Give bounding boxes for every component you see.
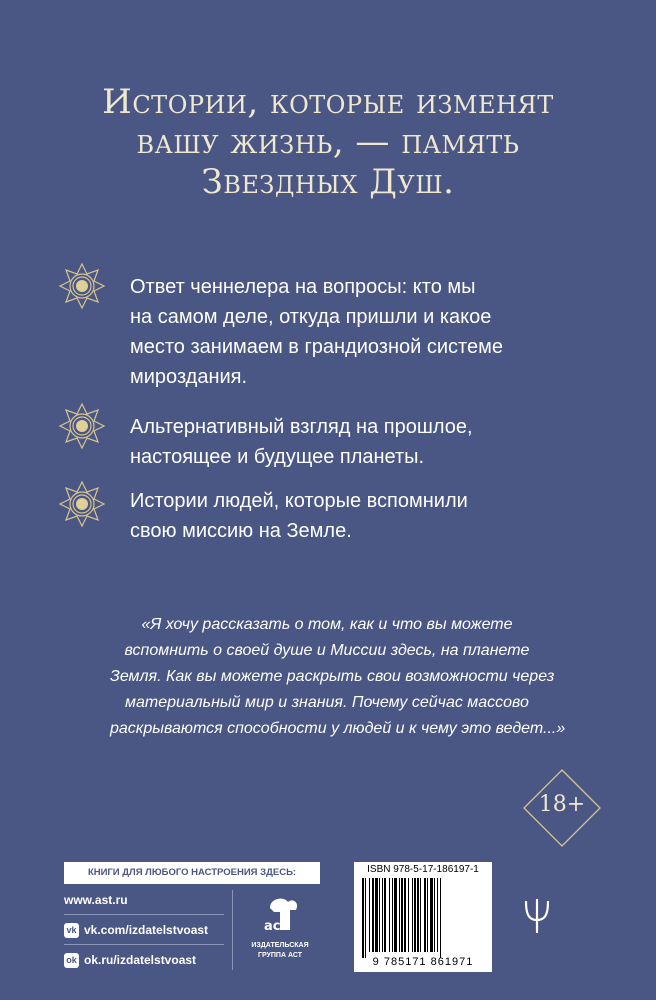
cover-title (60, 82, 596, 202)
barcode-bar (389, 878, 390, 952)
bullet-line: Истории людей, которые вспомнили (130, 490, 468, 512)
barcode-bar (404, 878, 406, 952)
logo-caption: ИЗДАТЕЛЬСКАЯ (251, 942, 309, 949)
barcode-bar (372, 878, 374, 952)
title-line: вашу жизнь, — память (136, 122, 520, 162)
bullet-line: мироздания. (130, 366, 248, 388)
barcode-digits: 9 785171 861971 (372, 956, 474, 968)
barcode-bar (424, 878, 426, 952)
barcode-bar (382, 878, 383, 952)
quote-line: раскрываются способности у людей и к чему это ведет...» (110, 720, 566, 737)
ok-text: ok.ru/izdatelstvoast (84, 953, 197, 967)
isbn-barcode (354, 862, 492, 972)
title-line: Звездных Душ. (201, 162, 455, 202)
barcode-bar (437, 878, 438, 952)
barcode-bar (394, 878, 397, 952)
logo-text: аст (264, 919, 289, 934)
age-rating-label: 18+ (538, 792, 586, 817)
author-quote (110, 612, 566, 742)
barcode-bar (408, 878, 409, 952)
title-line: Истории, которые изменят (102, 82, 554, 122)
divider (64, 944, 224, 945)
barcode-bar (420, 878, 421, 952)
barcode-bar (375, 878, 378, 952)
quote-line: Земля. Как вы можете раскрыть свои возможности через (110, 668, 555, 685)
barcode-bar (427, 878, 428, 952)
website-text: www.ast.ru (64, 893, 128, 907)
barcode-bar (434, 878, 435, 952)
website-link[interactable] (64, 890, 128, 910)
divider (232, 890, 233, 970)
isbn-text: ISBN 978-5-17-186197-1 (367, 864, 479, 875)
barcode-bar (417, 878, 419, 952)
ast-logo (240, 890, 320, 974)
barcode-bar (412, 878, 413, 952)
ok-link[interactable] (64, 950, 196, 970)
divider (64, 914, 224, 915)
mandala-icon (58, 480, 106, 528)
psi-symbol-icon (522, 898, 552, 934)
quote-line: «Я хочу рассказать о том, как и что вы можете (141, 616, 513, 633)
bullet-line: место занимаем в грандиозной системе (130, 336, 503, 358)
quote-line: материальный мир и знания. Почему сейчас массово (125, 694, 529, 711)
barcode-bar (414, 878, 416, 952)
barcode-bar (401, 878, 403, 952)
info-header: КНИГИ ДЛЯ ЛЮБОГО НАСТРОЕНИЯ ЗДЕСЬ: (64, 862, 320, 884)
logo-caption: ГРУППА АСТ (258, 952, 302, 959)
bullet-line: Альтернативный взгляд на прошлое, (130, 416, 473, 438)
barcode-bars (354, 878, 492, 958)
bullet-line: свою миссию на Земле. (130, 520, 352, 542)
vk-icon: vk (64, 923, 79, 938)
barcode-bar (399, 878, 400, 952)
mandala-icon (58, 402, 106, 450)
bullet-line: настоящее и будущее планеты. (130, 446, 425, 468)
barcode-bar (440, 878, 441, 958)
vk-text: vk.com/izdatelstvoast (84, 923, 209, 937)
mandala-icon (58, 262, 106, 310)
vk-link[interactable] (64, 920, 208, 940)
barcode-bar (362, 878, 364, 958)
barcode-bar (379, 878, 380, 952)
quote-line: вспомнить о своей душе и Миссии здесь, на планете (124, 642, 530, 659)
barcode-bar (392, 878, 393, 952)
publisher-info (64, 862, 320, 974)
barcode-bar (365, 878, 366, 958)
bullet-line: Ответ ченнелера на вопросы: кто мы (130, 276, 476, 298)
barcode-bar (430, 878, 433, 952)
barcode-bar (369, 878, 370, 952)
odnoklassniki-icon: ok (64, 953, 79, 968)
bullet-line: на самом деле, откуда пришли и какое (130, 306, 492, 328)
barcode-bar (384, 878, 386, 952)
age-rating-badge (522, 768, 602, 848)
ast-logo-mark (240, 890, 320, 940)
